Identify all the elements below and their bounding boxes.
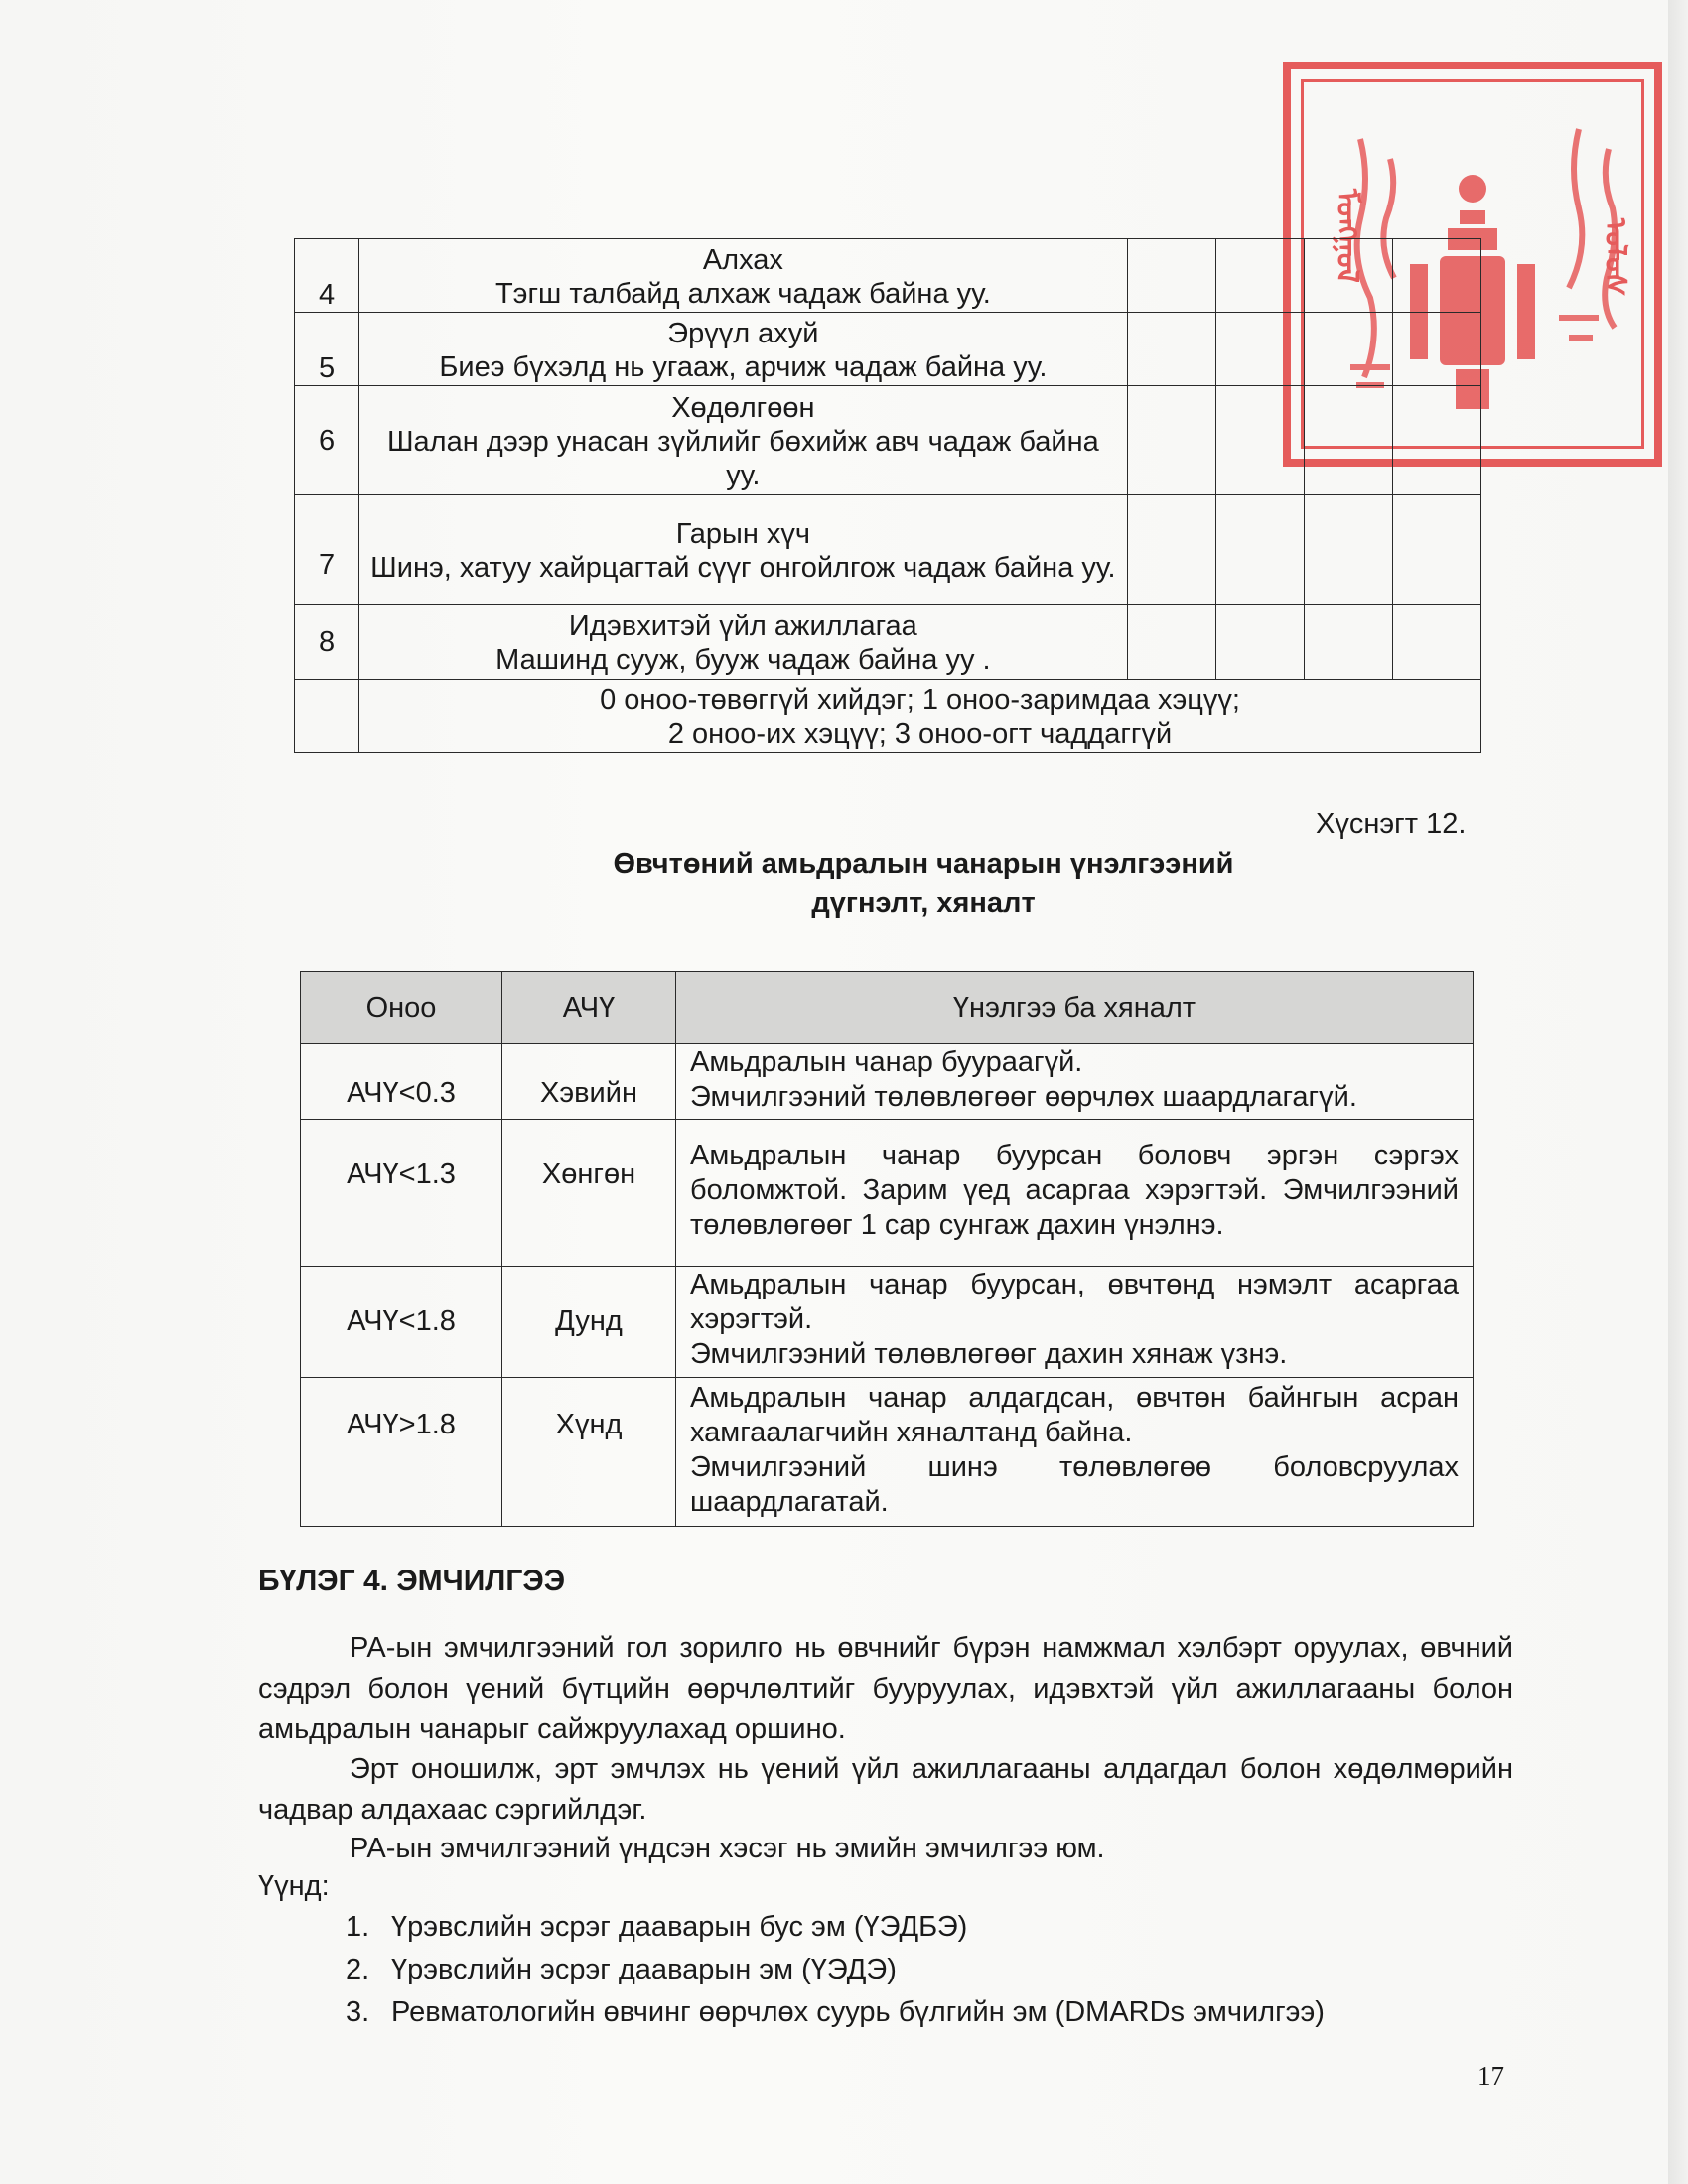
question-title: Идэвхитэй үйл ажиллагаа [568, 610, 917, 642]
score-cell: АЧҮ<1.3 [301, 1120, 502, 1267]
score-cell [1215, 386, 1304, 495]
level-cell: Хүнд [502, 1378, 676, 1527]
table-row [295, 313, 1481, 386]
score-cell: АЧҮ<0.3 [301, 1044, 502, 1120]
table-row [301, 1378, 1474, 1527]
score-cell [1392, 313, 1480, 386]
table-row [295, 239, 1481, 313]
question-text: Шалан дээр унасан зүйлийг бөхийж авч чадаж байна уу. [386, 425, 1099, 491]
assessment-line: Амьдралын чанар буураагүй. [690, 1045, 1083, 1078]
score-cell: АЧҮ<1.8 [301, 1267, 502, 1378]
header-row [301, 972, 1474, 1044]
table-row [301, 1044, 1474, 1120]
question-title: Эрүүл ахуй [667, 317, 819, 349]
table-row [295, 605, 1481, 680]
column-header: АЧҮ [502, 972, 676, 1044]
seal-script-right: ᠤᠯᠤᠰ [1599, 218, 1631, 297]
question-title: Гарын хүч [675, 517, 811, 550]
question-text: Тэгш талбайд алхаж чадаж байна уу. [494, 277, 991, 310]
assessment-line: Амьдралын чанар буурсан, өвчтөнд нэмэлт асаргаа хэрэгтэй. [690, 1269, 1459, 1335]
assessment-cell [676, 1267, 1474, 1378]
question-text: Биеэ бүхэлд нь угааж, арчиж чадаж байна уу. [439, 350, 1048, 383]
table-row [295, 495, 1481, 605]
question-cell [359, 313, 1128, 386]
score-cell [1392, 605, 1480, 680]
list-item [346, 1906, 1325, 1949]
assessment-line: Эмчилгээний шинэ төлөвлөгөө боловсруулах шаардлагатай. [690, 1450, 1459, 1518]
list-number: 2. [346, 1954, 370, 1985]
table-row [301, 1120, 1474, 1267]
table-title [477, 844, 1370, 923]
score-cell [1304, 313, 1392, 386]
list-number: 1. [346, 1911, 370, 1943]
list-text: Үрэвслийн эсрэг дааварын эм (ҮЭДЭ) [391, 1954, 897, 1985]
table-row [295, 386, 1481, 495]
score-cell [1392, 239, 1480, 313]
row-number: 5 [295, 313, 359, 386]
list-item [346, 1949, 1325, 1991]
question-cell [359, 605, 1128, 680]
assessment-cell [676, 1120, 1474, 1267]
assessment-line: Амьдралын чанар алдагдсан, өвчтөн байнгын асран хамгаалагчийн хяналтанд байна. [690, 1381, 1459, 1448]
seal-script-left: ᠮᠣᠩᠭᠣᠯ [1331, 189, 1363, 283]
question-cell [359, 495, 1128, 605]
paragraph: Эрт оношилж, эрт эмчлэх нь үений үйл ажиллагааны алдагдал болон хөдөлмөрийн чадвар алдахаас сэргийлдэг. [258, 1753, 1513, 1826]
question-title: Алхах [702, 243, 783, 276]
level-cell: Хэвийн [502, 1044, 676, 1120]
legend-line: 0 оноо-төвөггүй хийдэг; 1 оноо-заримдаа хэцүү; [600, 683, 1240, 716]
score-cell [1127, 386, 1215, 495]
question-title: Хөдөлгөөн [671, 391, 815, 424]
title-line: дүгнэлт, хяналт [811, 887, 1036, 919]
score-cell [1215, 239, 1304, 313]
assessment-cell [676, 1378, 1474, 1527]
score-cell [1392, 386, 1480, 495]
question-cell [359, 239, 1128, 313]
question-text: Шинэ, хатуу хайрцагтай сүүг онгойлгож чадаж байна уу. [370, 551, 1116, 584]
score-cell [1215, 495, 1304, 605]
row-number: 6 [295, 386, 359, 495]
page-number: 17 [1477, 2061, 1504, 2091]
list-text: Ревматологийн өвчинг өөрчлөх суурь бүлгийн эм (DMARDs эмчилгээ) [391, 1996, 1325, 2028]
table-row [301, 1267, 1474, 1378]
score-cell [1215, 313, 1304, 386]
list-number: 3. [346, 1996, 370, 2028]
score-cell [1127, 495, 1215, 605]
score-cell: АЧҮ>1.8 [301, 1378, 502, 1527]
level-cell: Дунд [502, 1267, 676, 1378]
treatment-list [346, 1906, 1325, 2034]
function-score-table [294, 238, 1481, 753]
score-cell [1392, 495, 1480, 605]
column-header: Үнэлгээ ба хяналт [676, 972, 1474, 1044]
table-row [295, 680, 1481, 753]
quality-of-life-table [300, 971, 1474, 1527]
row-number: 8 [295, 605, 359, 680]
assessment-cell [676, 1044, 1474, 1120]
score-cell [1127, 605, 1215, 680]
score-cell [1304, 386, 1392, 495]
row-number: 7 [295, 495, 359, 605]
score-legend [359, 680, 1481, 753]
paragraph: РА-ын эмчилгээний үндсэн хэсэг нь эмийн эмчилгээ юм. [350, 1833, 1105, 1864]
assessment-line: Амьдралын чанар буурсан боловч эргэн сэргэх боломжтой. Зарим үед асаргаа хэрэгтэй. Эмчилгээний төлөвлөгөөг 1 сар сунгаж дахин үнэлнэ. [690, 1140, 1459, 1241]
empty-cell [295, 680, 359, 753]
level-cell: Хөнгөн [502, 1120, 676, 1267]
score-cell [1127, 313, 1215, 386]
legend-line: 2 оноо-их хэцүү; 3 оноо-огт чаддаггүй [667, 717, 1173, 750]
list-text: Үрэвслийн эсрэг дааварын бус эм (ҮЭДБЭ) [391, 1911, 968, 1943]
score-cell [1127, 239, 1215, 313]
score-cell [1304, 239, 1392, 313]
assessment-line: Эмчилгээний төлөвлөгөөг өөрчлөх шаардлагагүй. [690, 1080, 1357, 1113]
table-caption: Хүснэгт 12. [1316, 808, 1467, 840]
row-number: 4 [295, 239, 359, 313]
chapter-heading: БҮЛЭГ 4. ЭМЧИЛГЭЭ [258, 1565, 566, 1597]
paragraph: РА-ын эмчилгээний гол зорилго нь өвчнийг бүрэн намжмал хэлбэрт оруулах, өвчний сэдрэл болон үений бүтцийн өөрчлөлтийг бууруулах, идэвхтэй үйл ажиллагааны болон амьдралын чанарыг сайжруулахад оршино. [258, 1632, 1513, 1745]
question-text: Машинд сууж, бууж чадаж байна уу . [495, 643, 991, 676]
scan-edge [1668, 0, 1688, 2184]
list-intro: Үүнд: [258, 1870, 330, 1902]
score-cell [1215, 605, 1304, 680]
score-cell [1304, 495, 1392, 605]
column-header: Оноо [301, 972, 502, 1044]
title-line: Өвчтөний амьдралын чанарын үнэлгээний [613, 848, 1234, 880]
list-item [346, 1991, 1325, 2034]
question-cell [359, 386, 1128, 495]
assessment-line: Эмчилгээний төлөвлөгөөг дахин хянаж үзнэ. [690, 1338, 1288, 1370]
score-cell [1304, 605, 1392, 680]
